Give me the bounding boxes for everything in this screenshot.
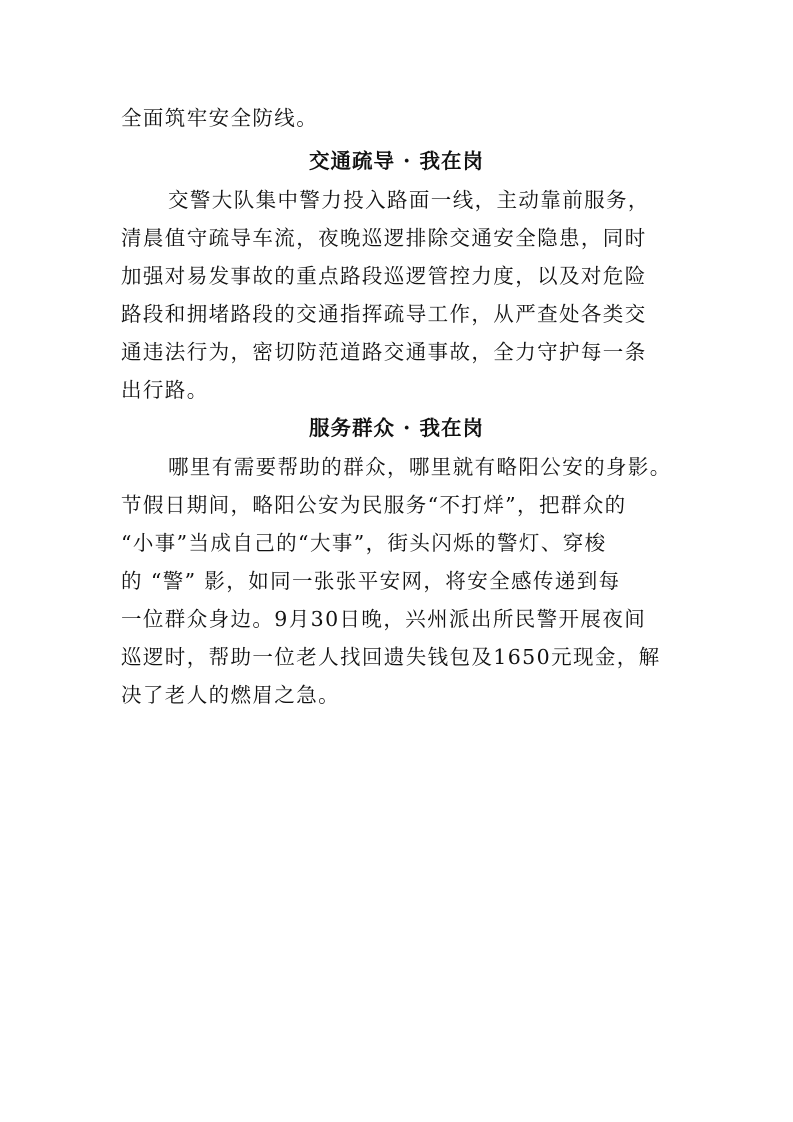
paragraph-line: “小事”当成自己的“大事”，街头闪烁的警灯、穿梭 — [121, 531, 607, 555]
paragraph-line: 交警大队集中警力投入路面一线，主动靠前服务， — [168, 188, 650, 212]
paragraph-line: 加强对易发事故的重点路段巡逻管控力度，以及对危险 — [121, 264, 647, 288]
paragraph-line: 出行路。 — [121, 378, 209, 402]
paragraph-line: 巡逻时，帮助一位老人找回遗失钱包及1650元现金，解 — [121, 645, 661, 669]
paragraph-line: 哪里有需要帮助的群众，哪里就有略阳公安的身影。 — [168, 455, 672, 479]
paragraph-line: 通违法行为，密切防范道路交通事故，全力守护每一条 — [121, 340, 647, 364]
paragraph-line: 节假日期间，略阳公安为民服务“不打烊”，把群众的 — [121, 493, 627, 517]
paragraph-line: 的 “警” 影，如同一张张平安网，将安全感传递到每 — [121, 569, 621, 593]
paragraph-line: 清晨值守疏导车流，夜晚巡逻排除交通安全隐患，同时 — [121, 226, 647, 250]
paragraph-line: 决了老人的燃眉之急。 — [121, 683, 340, 707]
section-heading-traffic: 交通疏导 · 我在岗 — [309, 149, 484, 173]
section-heading-service: 服务群众 · 我在岗 — [309, 416, 484, 440]
paragraph-line: 路段和拥堵路段的交通指挥疏导工作，从严查处各类交 — [121, 302, 647, 326]
paragraph-line: 一位群众身边。9月30日晚，兴州派出所民警开展夜间 — [121, 607, 647, 631]
intro-line: 全面筑牢安全防线。 — [121, 106, 319, 130]
